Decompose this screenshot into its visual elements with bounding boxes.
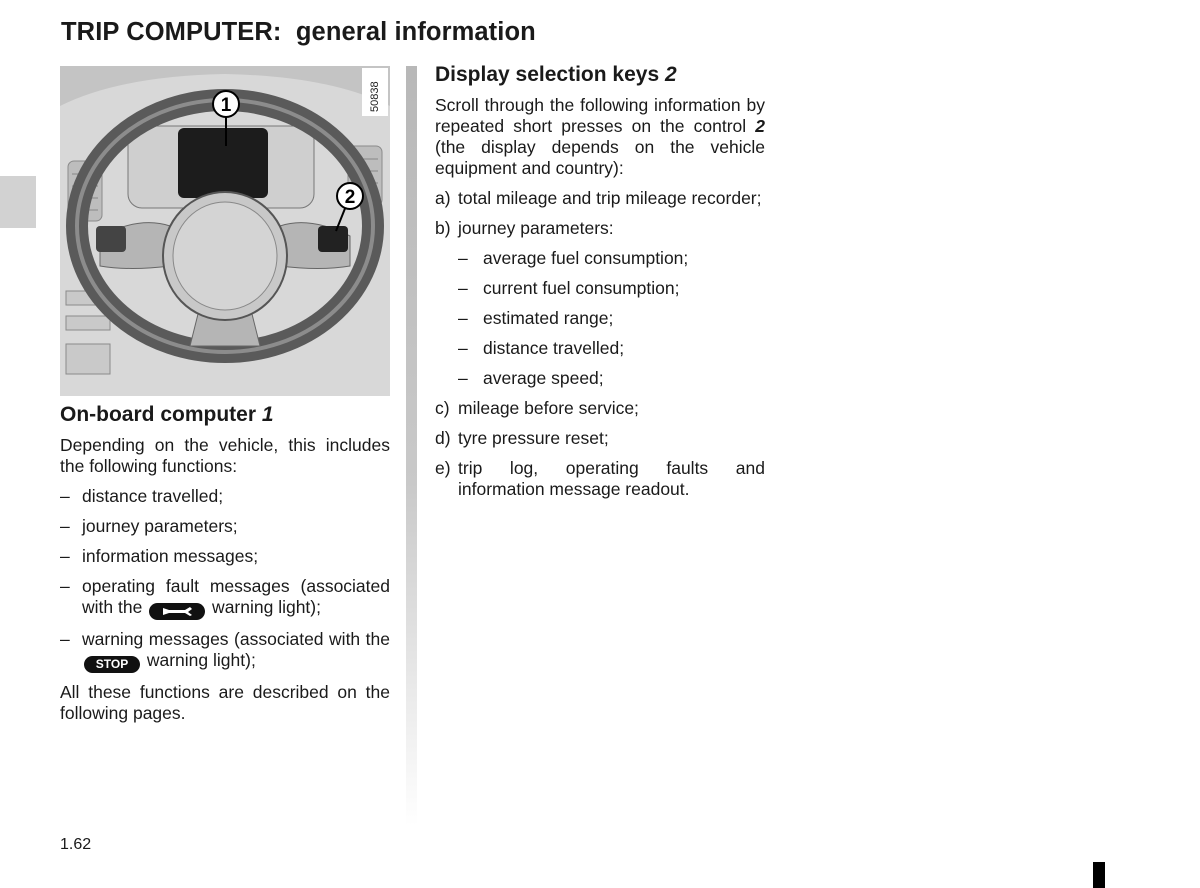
figure-reference-number: 50838 [369, 81, 381, 112]
intro-paragraph: Depending on the vehicle, this includes the following functions: [60, 435, 390, 476]
list-item: – information messages; [60, 546, 259, 566]
steering-wheel-illustration [60, 66, 390, 396]
journey-parameter-list [458, 248, 765, 389]
intro-paragraph: Scroll through the following information by repeated short presses on the control 2 (the display depends on the vehicle equipment and country): [435, 95, 765, 178]
page-title: TRIP COMPUTER: general information [61, 18, 536, 46]
sub-list-item: – average speed; [458, 368, 604, 388]
page-number: 1.62 [60, 836, 92, 853]
callout-1-label: 1 [220, 95, 232, 116]
section-tab [0, 176, 36, 228]
column-divider [406, 66, 417, 826]
heading-ref: 2 [664, 63, 677, 86]
list-item: a) total mileage and trip mileage recorder; [435, 188, 762, 208]
list-item: b) journey parameters: – average fuel consumption; – current fuel consumption; – estimated range; – distance travelled; – average speed; [435, 218, 765, 389]
list-item: e) trip log, operating faults and information message readout. [435, 458, 765, 499]
steering-wheel-drawing [60, 66, 390, 396]
callout-2-label: 2 [344, 187, 356, 208]
wrench-warning-icon [149, 603, 205, 620]
sub-list-item: – current fuel consumption; [458, 278, 680, 298]
page-edge-marker [1093, 862, 1105, 888]
outro-paragraph: All these functions are described on the following pages. [60, 682, 390, 723]
list-item: – warning messages (associated with the STOP warning light); [60, 629, 390, 671]
right-column [435, 60, 765, 500]
list-item: – distance travelled; [60, 486, 224, 506]
list-item: – journey parameters; [60, 516, 238, 536]
sub-list-item: – distance travelled; [458, 338, 625, 358]
heading-ref: 1 [261, 403, 274, 426]
section-heading-display-keys: Display selection keys 2 [435, 63, 677, 86]
sub-list-item: – estimated range; [458, 308, 614, 328]
sub-list-item: – average fuel consumption; [458, 248, 689, 268]
list-item: d) tyre pressure reset; [435, 428, 609, 448]
section-heading-onboard-computer: On-board computer 1 [60, 403, 274, 426]
left-column [60, 400, 390, 724]
list-item: c) mileage before service; [435, 398, 639, 418]
list-item: – operating fault messages (associated with the warning light); [60, 576, 390, 620]
info-list [435, 188, 765, 500]
stop-warning-icon: STOP [84, 656, 140, 673]
function-list [60, 486, 390, 673]
